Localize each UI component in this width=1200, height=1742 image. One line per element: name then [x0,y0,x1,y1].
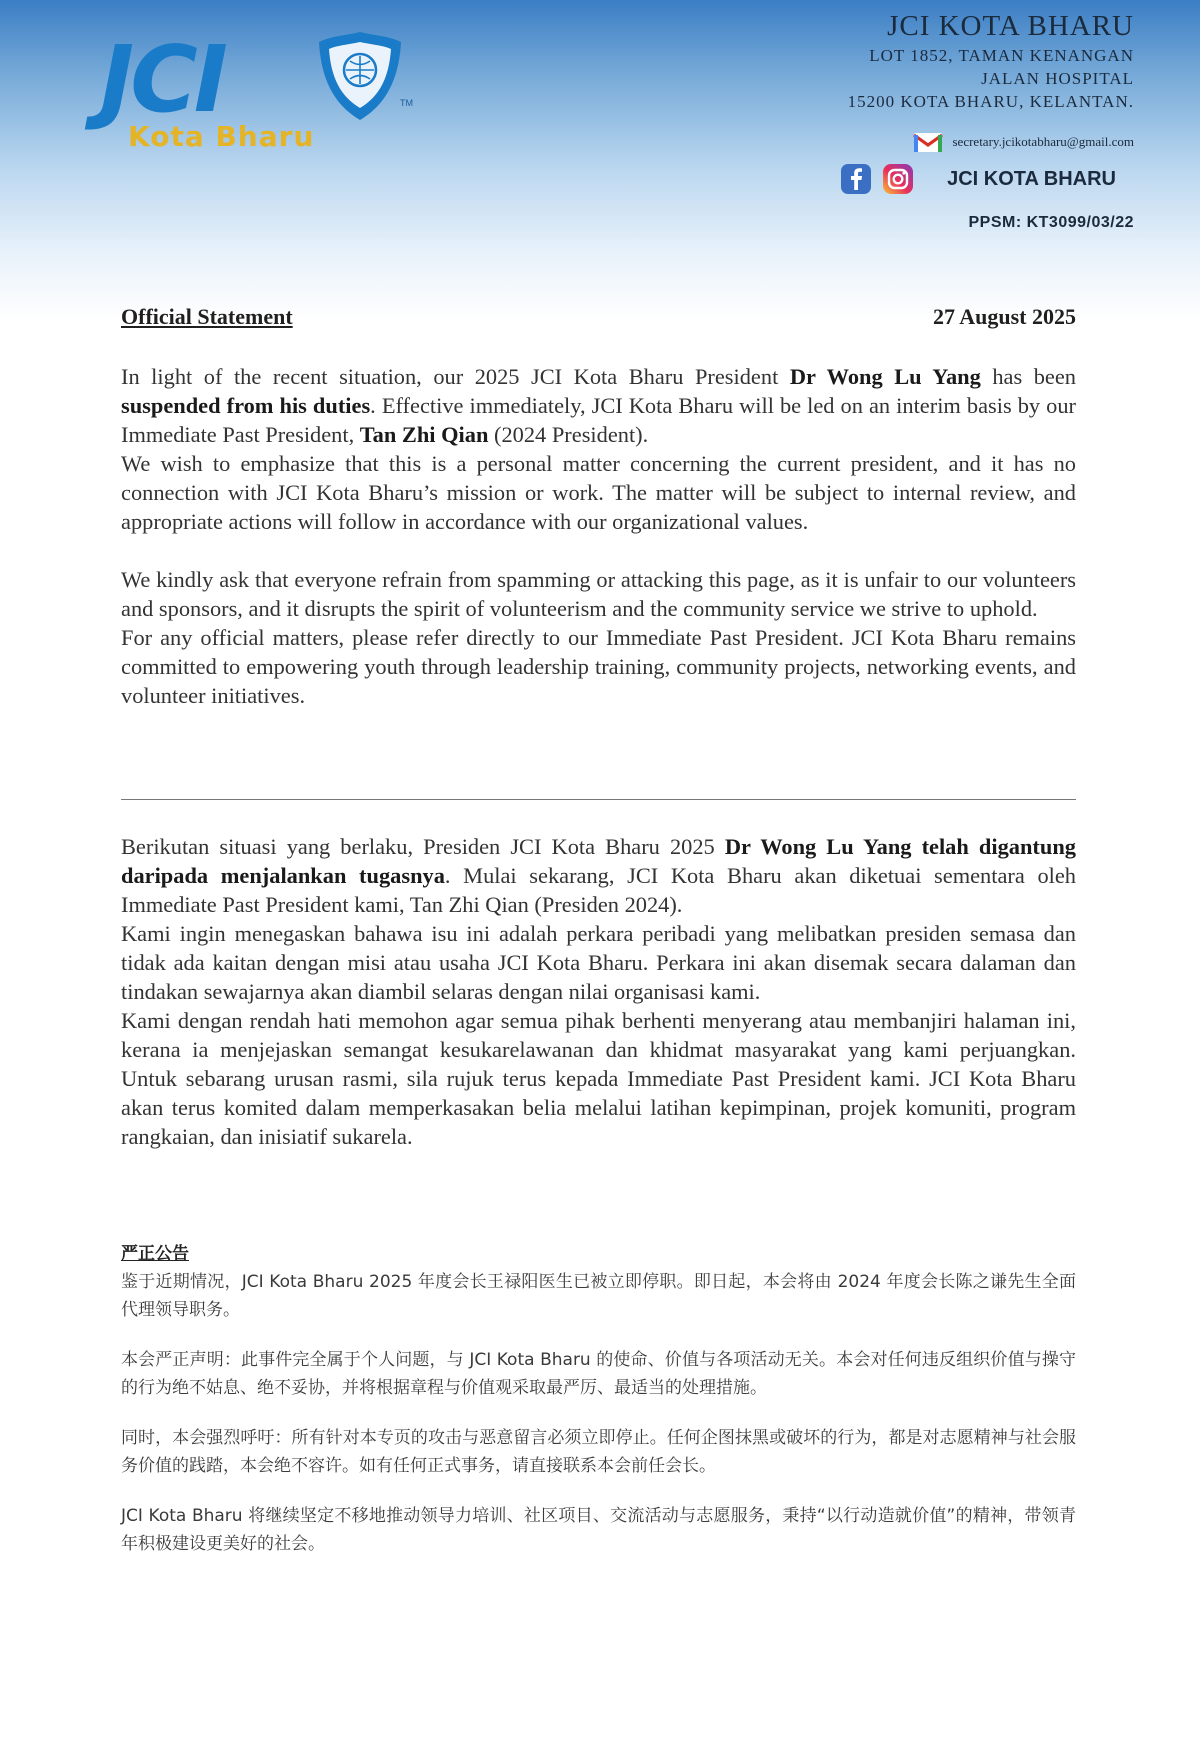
section-divider [121,799,1076,800]
english-section [121,362,1076,710]
malay-paragraph-3: Kami dengan rendah hati memohon agar semua pihak berhenti menyerang atau membanjiri halaman ini, kerana ia menjejaskan semangat kesukarelawanan dan khidmat masyarakat yang kami perjuangkan. Untuk sebarang urusan rasmi, sila rujuk terus kepada Immediate Past President kami. JCI Kota Bharu akan terus komited dalam memperkasakan belia melalui latihan kepimpinan, projek komuniti, program rangkaian, dan inisiatif sukarela. [121,1008,1076,1149]
trademark-mark: TM [400,98,413,108]
english-paragraph-3: We kindly ask that everyone refrain from spamming or attacking this page, as it is unfair to our volunteers and sponsors, and it disrupts the spirit of volunteerism and the community service we strive to uphold. [121,567,1076,621]
email-link[interactable]: secretary.jcikotabharu@gmail.com [952,134,1134,149]
address-line-3: 15200 KOTA BHARU, KELANTAN. [847,92,1134,111]
chinese-section [121,1240,1076,1558]
malay-paragraph-2: Kami ingin menegaskan bahawa isu ini adalah perkara peribadi yang melibatkan presiden semasa dan tidak ada kaitan dengan misi atau usaha JCI Kota Bharu. Perkara ini akan disemak secara dalaman dan tindakan sewajarnya akan diambil selaras dengan nilai organisasi kami. [121,921,1076,1004]
org-name: JCI KOTA BHARU [887,10,1134,42]
english-paragraph-1: In light of the recent situation, our 2025 JCI Kota Bharu President Dr Wong Lu Yang has been suspended from his duties. Effective immediately, JCI Kota Bharu will be led on an interim basis by our Immediate Past President, Tan Zhi Qian (2024 President). [121,364,1076,447]
shield-icon [315,28,405,124]
logo-wordmark: JCI [100,26,224,133]
social-row [841,164,1116,194]
chinese-paragraph-3: 同时，本会强烈呼吁：所有针对本专页的攻击与恶意留言必须立即停止。任何企图抹黑或破坏的行为，都是对志愿精神与社会服务价值的践踏，本会绝不容许。如有任何正式事务，请直接联系本会前任会长。 [121,1428,1076,1476]
gmail-icon [913,131,943,153]
statement-heading [121,304,1076,330]
statement-date: 27 August 2025 [932,304,1076,329]
address-line-2: JALAN HOSPITAL [981,69,1134,88]
logo-subtitle: Kota Bharu [128,120,315,153]
org-details [848,8,1134,113]
english-paragraph-4: For any official matters, please refer directly to our Immediate Past President. JCI Kota Bharu remains committed to empowering youth through leadership training, community projects, networking events, and volunteer initiatives. [121,625,1076,708]
malay-section [121,832,1076,1151]
chinese-paragraph-4: JCI Kota Bharu 将继续坚定不移地推动领导力培训、社区项目、交流活动与志愿服务，秉持“以行动造就价值”的精神，带领青年积极建设更美好的社会。 [121,1506,1076,1554]
english-paragraph-2: We wish to emphasize that this is a personal matter concerning the current president, and it has no connection with JCI Kota Bharu’s mission or work. The matter will be subject to internal review, and appropriate actions will follow in accordance with our organizational values. [121,451,1076,534]
instagram-icon[interactable] [883,164,913,194]
address-line-1: LOT 1852, TAMAN KENANGAN [869,46,1134,65]
registration-number: PPSM: KT3099/03/22 [968,214,1134,231]
facebook-icon[interactable] [841,164,871,194]
malay-paragraph-1: Berikutan situasi yang berlaku, Presiden JCI Kota Bharu 2025 Dr Wong Lu Yang telah digantung daripada menjalankan tugasnya. Mulai sekarang, JCI Kota Bharu akan diketuai sementara oleh Immediate Past President kami, Tan Zhi Qian (Presiden 2024). [121,834,1077,917]
statement-title: Official Statement [121,304,293,329]
chinese-paragraph-2: 本会严正声明：此事件完全属于个人问题，与 JCI Kota Bharu 的使命、价值与各项活动无关。本会对任何违反组织价值与操守的行为绝不姑息、绝不妥协，并将根据章程与价值观采取最严厉、最适当的处理措施。 [121,1350,1076,1398]
email-row [913,131,1135,153]
chinese-title: 严正公告 [121,1244,189,1264]
social-handle: JCI KOTA BHARU [947,167,1116,190]
jci-logo [100,28,430,158]
chinese-paragraph-1: 鉴于近期情况，JCI Kota Bharu 2025 年度会长王禄阳医生已被立即停职。即日起，本会将由 2024 年度会长陈之谦先生全面代理领导职务。 [121,1272,1076,1320]
